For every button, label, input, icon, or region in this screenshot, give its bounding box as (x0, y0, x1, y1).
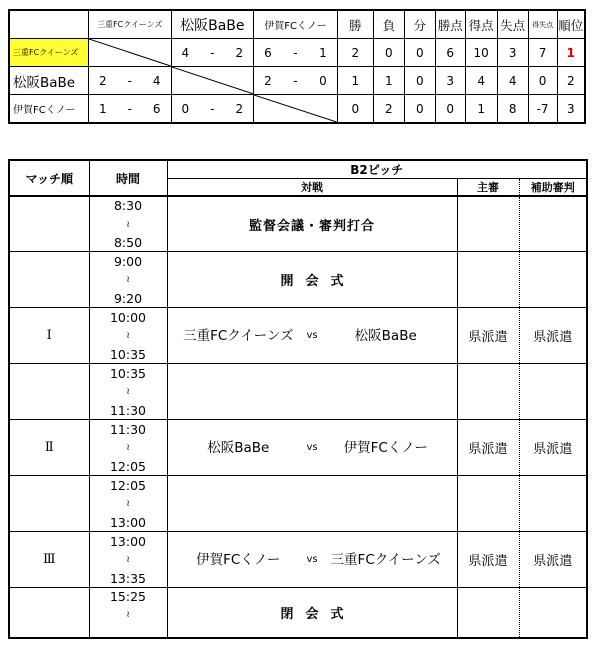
vs-label: vs (306, 442, 318, 453)
team-header: 松阪BaBe (171, 10, 254, 39)
header-referee: 主審 (457, 179, 519, 197)
assistant-referee: 県派遣 (519, 308, 587, 364)
stat-goals-for: 1 (465, 95, 497, 124)
match-order (9, 252, 89, 308)
standings-table (8, 9, 586, 124)
match-result: 2 - 4 (88, 67, 171, 95)
stat-points: 3 (435, 67, 465, 95)
home-team: 伊賀FCくノー (196, 551, 281, 568)
time-slot: 15:25 ≀ (89, 588, 167, 638)
stat-header-points: 勝点 (435, 10, 465, 39)
stat-points: 0 (435, 95, 465, 124)
stat-draws: 0 (404, 39, 435, 67)
referee (457, 252, 519, 308)
assistant-referee (519, 476, 587, 532)
stat-goals-against: 3 (497, 39, 528, 67)
referee: 県派遣 (457, 308, 519, 364)
schedule-header-row (9, 160, 587, 179)
match-order (9, 196, 89, 252)
away-team: 伊賀FCくノー (343, 439, 428, 456)
team-name: 伊賀FCくノー (9, 95, 88, 124)
assistant-referee (519, 252, 587, 308)
home-team: 松阪BaBe (207, 439, 270, 456)
standings-row (9, 95, 585, 124)
time-slot: 11:30 ≀ 12:05 (89, 420, 167, 476)
assistant-referee: 県派遣 (519, 420, 587, 476)
stat-losses: 2 (373, 95, 404, 124)
away-team: 松阪BaBe (354, 327, 417, 344)
match-order (9, 476, 89, 532)
match-order (9, 588, 89, 638)
stat-goals-against: 8 (497, 95, 528, 124)
schedule-row (9, 476, 587, 532)
stat-header-draws: 分 (404, 10, 435, 39)
match-result: 2 - 0 (254, 67, 338, 95)
schedule-table (8, 159, 588, 639)
schedule-row (9, 420, 587, 476)
vs-label: vs (306, 554, 318, 565)
team-header: 三重FCクイーンズ (88, 10, 171, 39)
stat-draws: 0 (404, 95, 435, 124)
schedule-row (9, 364, 587, 420)
stat-losses: 0 (373, 39, 404, 67)
schedule-row (9, 252, 587, 308)
standings-header-row (9, 10, 585, 39)
stat-header-goals-for: 得点 (465, 10, 497, 39)
match-result: 4 - 2 (171, 39, 254, 67)
team-header: 伊賀FCくノー (254, 10, 338, 39)
schedule-row (9, 196, 587, 252)
standings-row (9, 67, 585, 95)
self-match-cell (88, 39, 171, 67)
time-slot: 13:00 ≀ 13:35 (89, 532, 167, 588)
stat-header-goal-diff: 得失点 (528, 10, 557, 39)
stat-points: 6 (435, 39, 465, 67)
match-result: 6 - 1 (254, 39, 338, 67)
stat-header-rank: 順位 (557, 10, 585, 39)
referee (457, 364, 519, 420)
stat-goal-diff: 0 (528, 67, 557, 95)
self-match-cell (254, 95, 338, 124)
stat-goal-diff: -7 (528, 95, 557, 124)
header-match: 対戦 (167, 179, 457, 197)
stat-rank: 2 (557, 67, 585, 95)
stat-wins: 2 (337, 39, 373, 67)
match-pairing (167, 420, 457, 476)
header-assistant-referee: 補助審判 (519, 179, 587, 197)
stat-wins: 0 (337, 95, 373, 124)
schedule-row (9, 308, 587, 364)
referee (457, 476, 519, 532)
self-match-cell (171, 67, 254, 95)
referee (457, 196, 519, 252)
stat-draws: 0 (404, 67, 435, 95)
header-time: 時間 (89, 160, 167, 196)
time-slot: 10:35 ≀ 11:30 (89, 364, 167, 420)
match-order: Ⅱ (9, 420, 89, 476)
match-result: 0 - 2 (171, 95, 254, 124)
stat-goals-for: 10 (465, 39, 497, 67)
match-pairing (167, 308, 457, 364)
assistant-referee (519, 364, 587, 420)
stat-goals-for: 4 (465, 67, 497, 95)
match-result: 1 - 6 (88, 95, 171, 124)
assistant-referee (519, 196, 587, 252)
home-team: 三重FCクイーンズ (183, 327, 294, 344)
team-name: 三重FCクイーンズ (9, 39, 88, 67)
event-name: 開会式 (167, 252, 457, 308)
match-pairing (167, 532, 457, 588)
referee: 県派遣 (457, 532, 519, 588)
stat-losses: 1 (373, 67, 404, 95)
header-match-order: マッチ順 (9, 160, 89, 196)
away-team: 三重FCクイーンズ (330, 551, 441, 568)
schedule-row (9, 588, 587, 638)
header-pitch: B2ピッチ (167, 160, 587, 179)
event-name (167, 476, 457, 532)
time-slot: 8:30 ≀ 8:50 (89, 196, 167, 252)
stat-header-goals-against: 失点 (497, 10, 528, 39)
match-order: Ⅲ (9, 532, 89, 588)
match-order: Ⅰ (9, 308, 89, 364)
referee (457, 588, 519, 638)
stat-header-wins: 勝 (337, 10, 373, 39)
stat-wins: 1 (337, 67, 373, 95)
stat-header-losses: 負 (373, 10, 404, 39)
event-name: 監督会議・審判打合 (167, 196, 457, 252)
event-name (167, 364, 457, 420)
time-slot: 10:00 ≀ 10:35 (89, 308, 167, 364)
vs-label: vs (306, 330, 318, 341)
stat-rank: 1 (557, 39, 585, 67)
standings-corner-cell (9, 10, 88, 39)
assistant-referee (519, 588, 587, 638)
standings-row (9, 39, 585, 67)
stat-goals-against: 4 (497, 67, 528, 95)
event-name: 閉会式 (167, 588, 457, 638)
stat-rank: 3 (557, 95, 585, 124)
assistant-referee: 県派遣 (519, 532, 587, 588)
team-name: 松阪BaBe (9, 67, 88, 95)
match-order (9, 364, 89, 420)
referee: 県派遣 (457, 420, 519, 476)
schedule-row (9, 532, 587, 588)
time-slot: 12:05 ≀ 13:00 (89, 476, 167, 532)
stat-goal-diff: 7 (528, 39, 557, 67)
time-slot: 9:00 ≀ 9:20 (89, 252, 167, 308)
